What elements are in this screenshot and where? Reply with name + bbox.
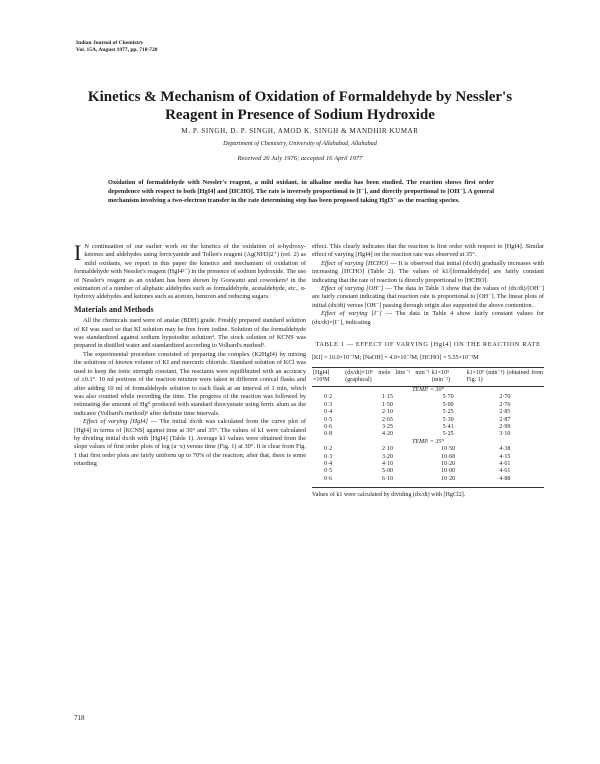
page-number: 718 — [74, 714, 85, 722]
table-cell: 4·88 — [499, 475, 511, 482]
table-cell: 4·38 — [499, 446, 511, 453]
table-cell: 2·76 — [499, 401, 511, 408]
table-row — [312, 394, 544, 401]
journal-name: Indian Journal of Chemistry — [76, 40, 144, 46]
table-row — [312, 468, 544, 475]
effect-iodide-paragraph: Effect of varying [I⁻] — The data in Table 4 show fairly constant values for (dx/dt)×[I⁻], indicating — [312, 310, 544, 326]
table-cell: 0·8 — [324, 431, 333, 438]
table-cell: 4·10 — [382, 460, 393, 467]
table-header-cell: k1×10⁵ (min⁻¹) — [431, 367, 466, 386]
table-cell: 4·61 — [499, 468, 511, 475]
table-header-cell: (dx/dt)×10⁶ mole litre⁻¹ min⁻¹ (graphical) — [344, 367, 430, 386]
affiliation: Department of Chemistry, University of Allahabad, Allahabad — [223, 140, 377, 147]
table-cell: 6·10 — [382, 475, 393, 482]
materials-paragraph-1: All the chemicals used were of analar (BDH) grade. Freshly prepared standard solution of KI was used so that KI solution may be free from iodine. Solution of the formaldehyde was standardized against sodium hypoiodite solution⁴. The stock solution of KCNS was prepared in distilled water and standardized according to Volhard's method⁵. — [74, 317, 306, 350]
table-cell: 3·25 — [382, 423, 393, 430]
table-row — [312, 402, 544, 409]
table-row — [312, 446, 544, 453]
table-cell: 4·61 — [499, 460, 511, 467]
table-cell: 10·68 — [441, 453, 456, 460]
journal-volume: Vol. 15A, August 1977, pp. 718-720 — [76, 47, 158, 53]
table-temperature-label: TEMP. = 35° — [412, 438, 444, 445]
effect-oh-paragraph: Effect of varying [OH⁻] — The data in Table 3 show that the values of (dx/dt)/[OH⁻] are fairly constant indicating that reaction rate is proportional to [OH⁻]. The linear plots of initial (dx/dt) versus [OH⁻] passing through origin also supported the above contention. — [312, 285, 544, 309]
table-cell: 10·00 — [441, 468, 456, 475]
table-cell: 3·10 — [499, 431, 511, 438]
data-table — [312, 367, 544, 483]
table-cell: 10·20 — [441, 460, 456, 467]
table-header-cell: [HgI4] ×10³M — [312, 367, 344, 386]
table-cell: 2·87 — [499, 416, 511, 423]
table-cell: 10·20 — [441, 475, 456, 482]
table-cell: 5·41 — [442, 423, 454, 430]
effect-hcho-paragraph: Effect of varying [HCHO] — It is observed that initial (dx/dt) gradually increases with increasing [HCHO] (Table 2). The values of k1/[formaldehyde] are fairly constant indicating that the rate of reaction is directly proportional to [HCHO]. — [312, 259, 544, 284]
section-heading-materials: Materials and Methods — [74, 304, 154, 314]
article-title: Kinetics & Mechanism of Oxidation of Formaldehyde by Nessler's Reagent in Presence of Sodium Hydroxide — [87, 89, 513, 123]
table-cell: 5·25 — [442, 409, 454, 416]
table-cell: 5·00 — [382, 468, 393, 475]
table-cell: 2·10 — [382, 409, 393, 416]
table-cell: 0·4 — [324, 460, 333, 467]
intro-paragraph: I N continuation of our earlier work on the kinetics of the oxidation of α-hydroxy-ketones and aldehydes using ferricyanide and Tollen's reagent (Ag(NH3)2⁺) (ref. 2) as mild oxidants, we report in this paper the kinetics and mechanism of oxidation of formaldehyde with Nessler's reagent (HgI4²⁻) in the presence of sodium hydroxide. The use of Nessler's reagent as an oxidant has been shown by Goswami and coworkers³ in the estimation of a number of aliphatic aldehydes such as formaldehyde, acetaldehyde, etc., α-hydroxy aldehydes and ketones such as acetoin, benzoin and reducing sugars. — [74, 240, 306, 301]
table-cell: 5·30 — [442, 416, 454, 423]
table-cell: 0·3 — [324, 453, 333, 460]
table-cell: 5·00 — [442, 401, 454, 408]
table-row — [312, 409, 544, 416]
table-cell: 0·3 — [324, 401, 333, 408]
table-row — [312, 454, 544, 461]
table-cell: 2·99 — [499, 423, 511, 430]
table-cell: 3·20 — [382, 453, 393, 460]
table-cell: 5·25 — [442, 431, 454, 438]
table-cell: 0·2 — [324, 446, 333, 453]
table-row — [312, 431, 544, 438]
table-cell: 4·20 — [382, 431, 393, 438]
table-row — [312, 476, 544, 483]
table-header-cell: k1×10⁵ (min⁻¹) (obtained from Fig. 1) — [466, 367, 544, 386]
table-footnote: Values of k1 were calculated by dividing (dx/dt) with [HgCl2]. — [312, 487, 544, 499]
table-cell: 5·70 — [442, 394, 454, 401]
table-cell: 1·50 — [382, 401, 393, 408]
table-row — [312, 424, 544, 431]
drop-cap: I — [74, 240, 82, 265]
effect-hgi4-paragraph: Effect of varying [HgI4] — The initial dx/dt was calculated from the curve plot of [HgI4] in terms of [KCNS] against time at 30° and 35°. The values of k1 were calculated by dividing initial dx/dt with [HgI4] (Table 1). Average k1 values were obtained from the slope values of first order plots of log (a−x) versus time (Fig. 1) at 30°. It is clear from Fig. 1 that first order plots are fairly uniform up to 70% of the reaction; after that, there is some retarding — [74, 418, 306, 468]
table-cell: 0·4 — [324, 409, 333, 416]
table-conditions: [KI] = 10.0×10⁻²M; [NaOH] = 4.0×10⁻²M; [HCHO] = 5.55×10⁻²M — [312, 355, 479, 362]
abstract: Oxidation of formaldehyde with Nessler's reagent, a mild oxidant, in alkaline media has been studied. The reaction shows first order dependence with respect to both [HgI4] and [HCHO]. The rate is inversely proportional to [I⁻], and directly proportional to [OH⁻]. A general mechanism involving a two-electron transfer in the rate determining step has been proposed taking HgI3⁻ as the reacting species. — [108, 179, 494, 204]
table-row — [312, 417, 544, 424]
table-cell: 2·10 — [382, 446, 393, 453]
table-row — [312, 461, 544, 468]
table-cell: 0·2 — [324, 394, 333, 401]
materials-paragraph-2: The experimental procedure consisted of preparing the complex (K2HgI4) by mixing the solutions of known volume of KI and mercuric chloride. Standard solution of KCl was used to keep the ionic strength constant. The reactants were equilibrated with an accuracy of ±0.1°. 10 ml portions of the reaction mixture were taken in different conical flasks and after adding 10 ml of formaldehyde solution to each flask at an interval of 1 min, which was also counted while recording the time. The progress of the reaction was followed by estimating the amount of Hg⁰ produced with standard thiocyanate using ferric alum as the indicator (Volhard's method)⁵ after definite time intervals. — [74, 350, 306, 417]
continuation-paragraph: effect. This clearly indicates that the reaction is first order with respect to [HgI4]. Similar effect of varying [HgI4] on the reaction rate was observed at 35°. — [312, 243, 544, 259]
table-cell: 0·5 — [324, 468, 333, 475]
table-cell: 10·50 — [441, 446, 456, 453]
table-cell: 0·5 — [324, 416, 333, 423]
table-cell: 1·15 — [382, 394, 393, 401]
table-cell: 2·70 — [499, 394, 511, 401]
left-column — [74, 240, 306, 469]
table-cell: 2·85 — [499, 409, 511, 416]
table-title: TABLE 1 — EFFECT OF VARYING [HgI4] ON THE REACTION RATE — [315, 341, 541, 349]
author-list: M. P. SINGH, D. P. SINGH, AMOD K. SINGH & MANDHIR KUMAR — [181, 127, 419, 135]
table-cell: 0·6 — [324, 423, 333, 430]
table-cell: 4·15 — [499, 453, 511, 460]
table-cell: 0·6 — [324, 475, 333, 482]
received-dates: Received 26 July 1976; accepted 16 April 1977 — [237, 155, 363, 162]
table-temperature-label: TEMP. = 30° — [412, 386, 444, 393]
journal-header — [76, 40, 158, 54]
right-column — [312, 243, 544, 499]
table-cell: 2·65 — [382, 416, 393, 423]
